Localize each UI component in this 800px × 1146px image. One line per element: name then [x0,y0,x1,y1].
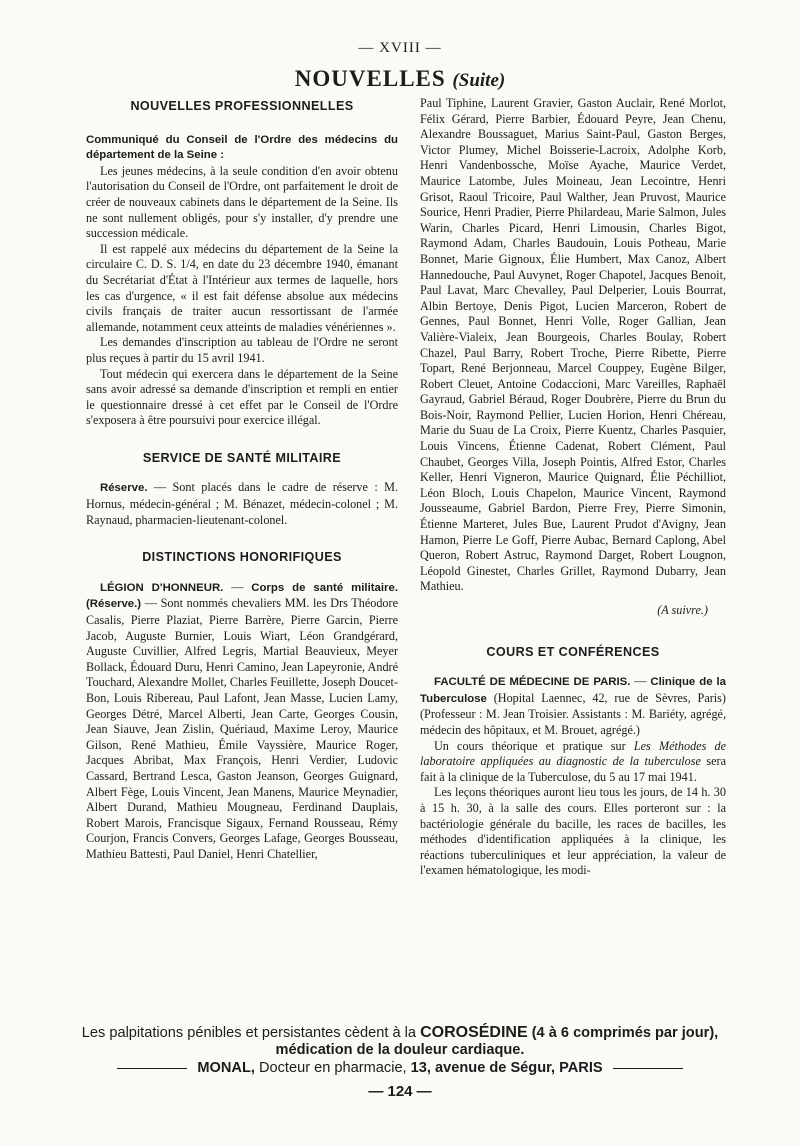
ad-line-3 [0,1060,800,1077]
legion-dash: — [223,579,252,594]
paragraph-legion-honneur [86,580,398,863]
section-title-military-health: SERVICE DE SANTÉ MILITAIRE [142,450,342,465]
ad-indication: médication de la douleur cardiaque. [275,1042,525,1058]
ad-line-1 [0,1024,800,1042]
ad-address: 13, avenue de Ségur, PARIS [410,1060,603,1076]
paragraph-faculty [420,674,726,738]
title-text: NOUVELLES [294,66,446,91]
reserve-label: Réserve. [100,482,148,495]
legion-corps: Corps de santé militaire. (Réserve.) [86,581,398,611]
ad-line-2 [0,1042,800,1059]
course-title: Les Méthodes de laboratoire appliquées au diagnostic de la tuberculose [420,738,726,769]
right-column [420,96,726,879]
reserve-text: — Sont placés dans le cadre de réserve : M. Hornus, médecin-général ; M. Bénazet, médecin-colonel ; M. Raynaud, pharmacien-lieutenant-colonel. [86,480,398,527]
paragraph-course-announce [420,739,726,786]
communique-heading: Communiqué du Conseil de l'Ordre des médecins du département de la Seine : [86,133,398,162]
faculty-label: FACULTÉ DE MÉDECINE DE PARIS. [434,676,631,689]
legion-names: — Sont nommés chevaliers MM. les Drs Théodore Casalis, Pierre Plaziat, Pierre Barrère, Pierre Garcin, Pierre Jacob, Auguste Burnier, Louis Wiart, Léon Grandgérard, Auguste Cuvillier, Alfred Legris, Martial Beauvieux, Meyer Bollack, Édouard Duru, Henri Camino, Jean Lapeyronie, André Touchard, Alexandre Mollet, Charles Feuillette, Joseph Doucet-Bon, Louis Ribereau, Paul Lafont, Jean Masse, Lucien Lamy, Georges Détré, Marcel Alberti, Jean Carte, Georges Cousin, Jean Siauve, Jean Zislin, Quériaud, Maxime Leroy, Maurice Gilson, René Mathieu, Émile Vayssière, Maurice Roger, Jacques Abribat, Max François, Henri Verdier, Ludovic Cassard, Bertrand Lesca, Gaston Jeanson, Georges Guignard, Albert Fège, Louis Vincent, Jean Manens, Maurice Meynadier, Albert Durand, Mathieu Mougneau, Ferdinand Dauplais, Robert Marois, Francisque Sigaux, Fernand Rousseau, Rémy Courjon, Francis Convers, Georges Lafage, Georges Bousseau, Mathieu Battesti, Paul Daniel, Henri Chatellier, [86,596,398,861]
ad-maker [197,1060,602,1077]
paragraph-reserve [86,480,398,528]
ad-profession: Docteur en pharmacie, [254,1060,411,1076]
paragraph-circular: Il est rappelé aux médecins du département de la Seine la circulaire C. D. S. 1/4, en date du 23 décembre 1940, émanant du Secrétariat d'État à l'Intérieur aux termes de laquelle, hors les cas d'urgence, « il est fait défense absolue aux médecins civils français de traiter aucun ressortissant de l'armée allemande, notamment ceux atteints de maladies vénériennes ». [86,241,398,334]
clinic-label: Clinique de la Tuberculose [420,676,726,705]
section-title-honours: DISTINCTIONS HONORIFIQUES [142,550,342,565]
paragraph-young-doctors: Les jeunes médecins, à la seule condition d'en avoir obtenu l'autorisation du Conseil de l'Ordre, ont parfaitement le droit de créer de nouveaux cabinets dans le département de la Seine. Ils ne sont nullement obligés, pour s'y installer, d'y prendre une succession médicale. [86,163,398,241]
page-number: — 124 — [368,1083,432,1100]
ad-rule-left [117,1068,187,1069]
left-column [86,96,398,863]
paragraph-lessons: Les leçons théoriques auront lieu tous les jours, de 14 h. 30 à 15 h. 30, à la salle des cours. Elles porteront sur : la bactériologie générale du bacille, les races de bacilles, les méthodes d'identification appliquées à la clinique, les réactions tuberculiniques et leur appréciation, la valeur de l'examen hématologique, les modi- [420,785,726,878]
faculty-text: (Hopital Laennec, 42, rue de Sèvres, Paris) (Professeur : M. Jean Troisier. Assistants : M. Bariéty, agrégé, médecin des hôpitaux, et M. Brouet, agrégé.) [420,690,726,737]
ad-brand-corosedine: COROSÉDINE [420,1024,528,1041]
page-title [0,66,800,92]
legion-label: LÉGION D'HONNEUR. [100,581,224,594]
faculty-dash: — [630,674,651,689]
ad-brand-monal: MONAL, [197,1060,255,1076]
to-be-continued: (A suivre.) [657,603,708,617]
advertisement [0,1024,800,1077]
section-title-courses: COURS ET CONFÉRENCES [486,644,660,659]
paragraph-inscriptions: Les demandes d'inscription au tableau de l'Ordre ne seront plus reçues à partir du 15 avril 1941. [86,335,398,365]
title-suffix: (Suite) [452,70,506,91]
paragraph-illegal-practice: Tout médecin qui exercera dans le département de la Seine sans avoir adressé sa demande d'inscription et rempli en entier le questionnaire dressé à cet effet par le Conseil de l'Ordre s'exposera à être poursuivi pour exercice illégal. [86,366,398,428]
section-title-professional-news: NOUVELLES PROFESSIONNELLES [130,99,354,113]
names-continued: Paul Tiphine, Laurent Gravier, Gaston Auclair, René Morlot, Félix Gérard, Pierre Barbier, Édouard Peyre, Jean Chenu, Alexandre Boussaguet, Marius Saint-Paul, Gaston Berges, Victor Plumey, Michel Boisserie-Lacroix, Adolphe Korb, Henri Vandenbossche, Moïse Ayache, Maurice Verdet, Maurice Latombe, Jules Moineau, Jean Lecointre, Henri Grisot, Raoul Tricoire, Paul Walther, Jean Pruvost, Maurice Sourice, Henri Pradier, Pierre Philardeau, Marie Salmon, Jules Warin, Charles Picard, Henri Limousin, Charles Bigot, Raymond Adam, Charles Baudouin, Louis Potheau, Marie Bonnet, Marie Gignoux, Élie Humbert, Max Canoz, Albert Hannedouche, Paul Auvynet, Roger Chapotel, Jacques Benoit, Paul Lavat, Marc Chevalley, Paul Delperier, Louis Bourrat, Albin Bertoye, Denis Pigot, Lucien Marceron, Robert de Gennes, Paul Bonnet, Henri Volle, Roger Gallian, Jean Valière-Vialeix, Jean Bourgeois, Charles Boulay, Robert Chazel, Paul Barry, Robert Troche, Pierre Ribette, Pierre Topart, René Berjonneau, Marcel Couppey, Eugène Bilger, Robert Cleuet, Antoine Codaccioni, Marc Vareilles, Raphaël Gayraud, Gabriel Béraud, Roger Doubrère, Pierre du Brun du Bois-Noir, Raymond Pellier, Lucien Horion, Henri Chéreau, Marie du Suau de La Croix, Pierre Kuentz, Charles Pasquier, Louis Vincens, Étienne Cadenat, Robert Clément, Paul Chaubet, Georges Villa, Joseph Pointis, Alfred Estor, Charles Keller, Henri Vigneron, Maurice Quignard, Élie Péchilliot, Léon Bloch, Louis Chapelon, Maurice Vincent, Raymond Jousseaume, Gabriel Bardon, Pierre Frey, Pierre Simonin, Étienne Marteret, Jules Bue, Laurent Prudot d'Avigny, Jean Hamon, Pierre Le Goff, Pierre Aubac, Bernard Caplong, Abel Queron, Robert Astruc, Raymond Darget, Robert Lougnon, Léopold Ginestet, Charles Grillet, Raymond Dubarry, Jean Mathieu. [420,96,726,594]
ad-text-a: Les palpitations pénibles et persistantes cèdent à la [81,1025,421,1041]
ad-dosage: (4 à 6 comprimés par jour), [527,1025,719,1041]
course-text-a: Un cours théorique et pratique sur [434,738,634,753]
course-text-b: sera fait à la clinique de la Tuberculose, du 5 au 17 mai 1941. [420,754,727,784]
ad-rule-right [613,1068,683,1069]
roman-page-number: — XVIII — [358,40,442,56]
